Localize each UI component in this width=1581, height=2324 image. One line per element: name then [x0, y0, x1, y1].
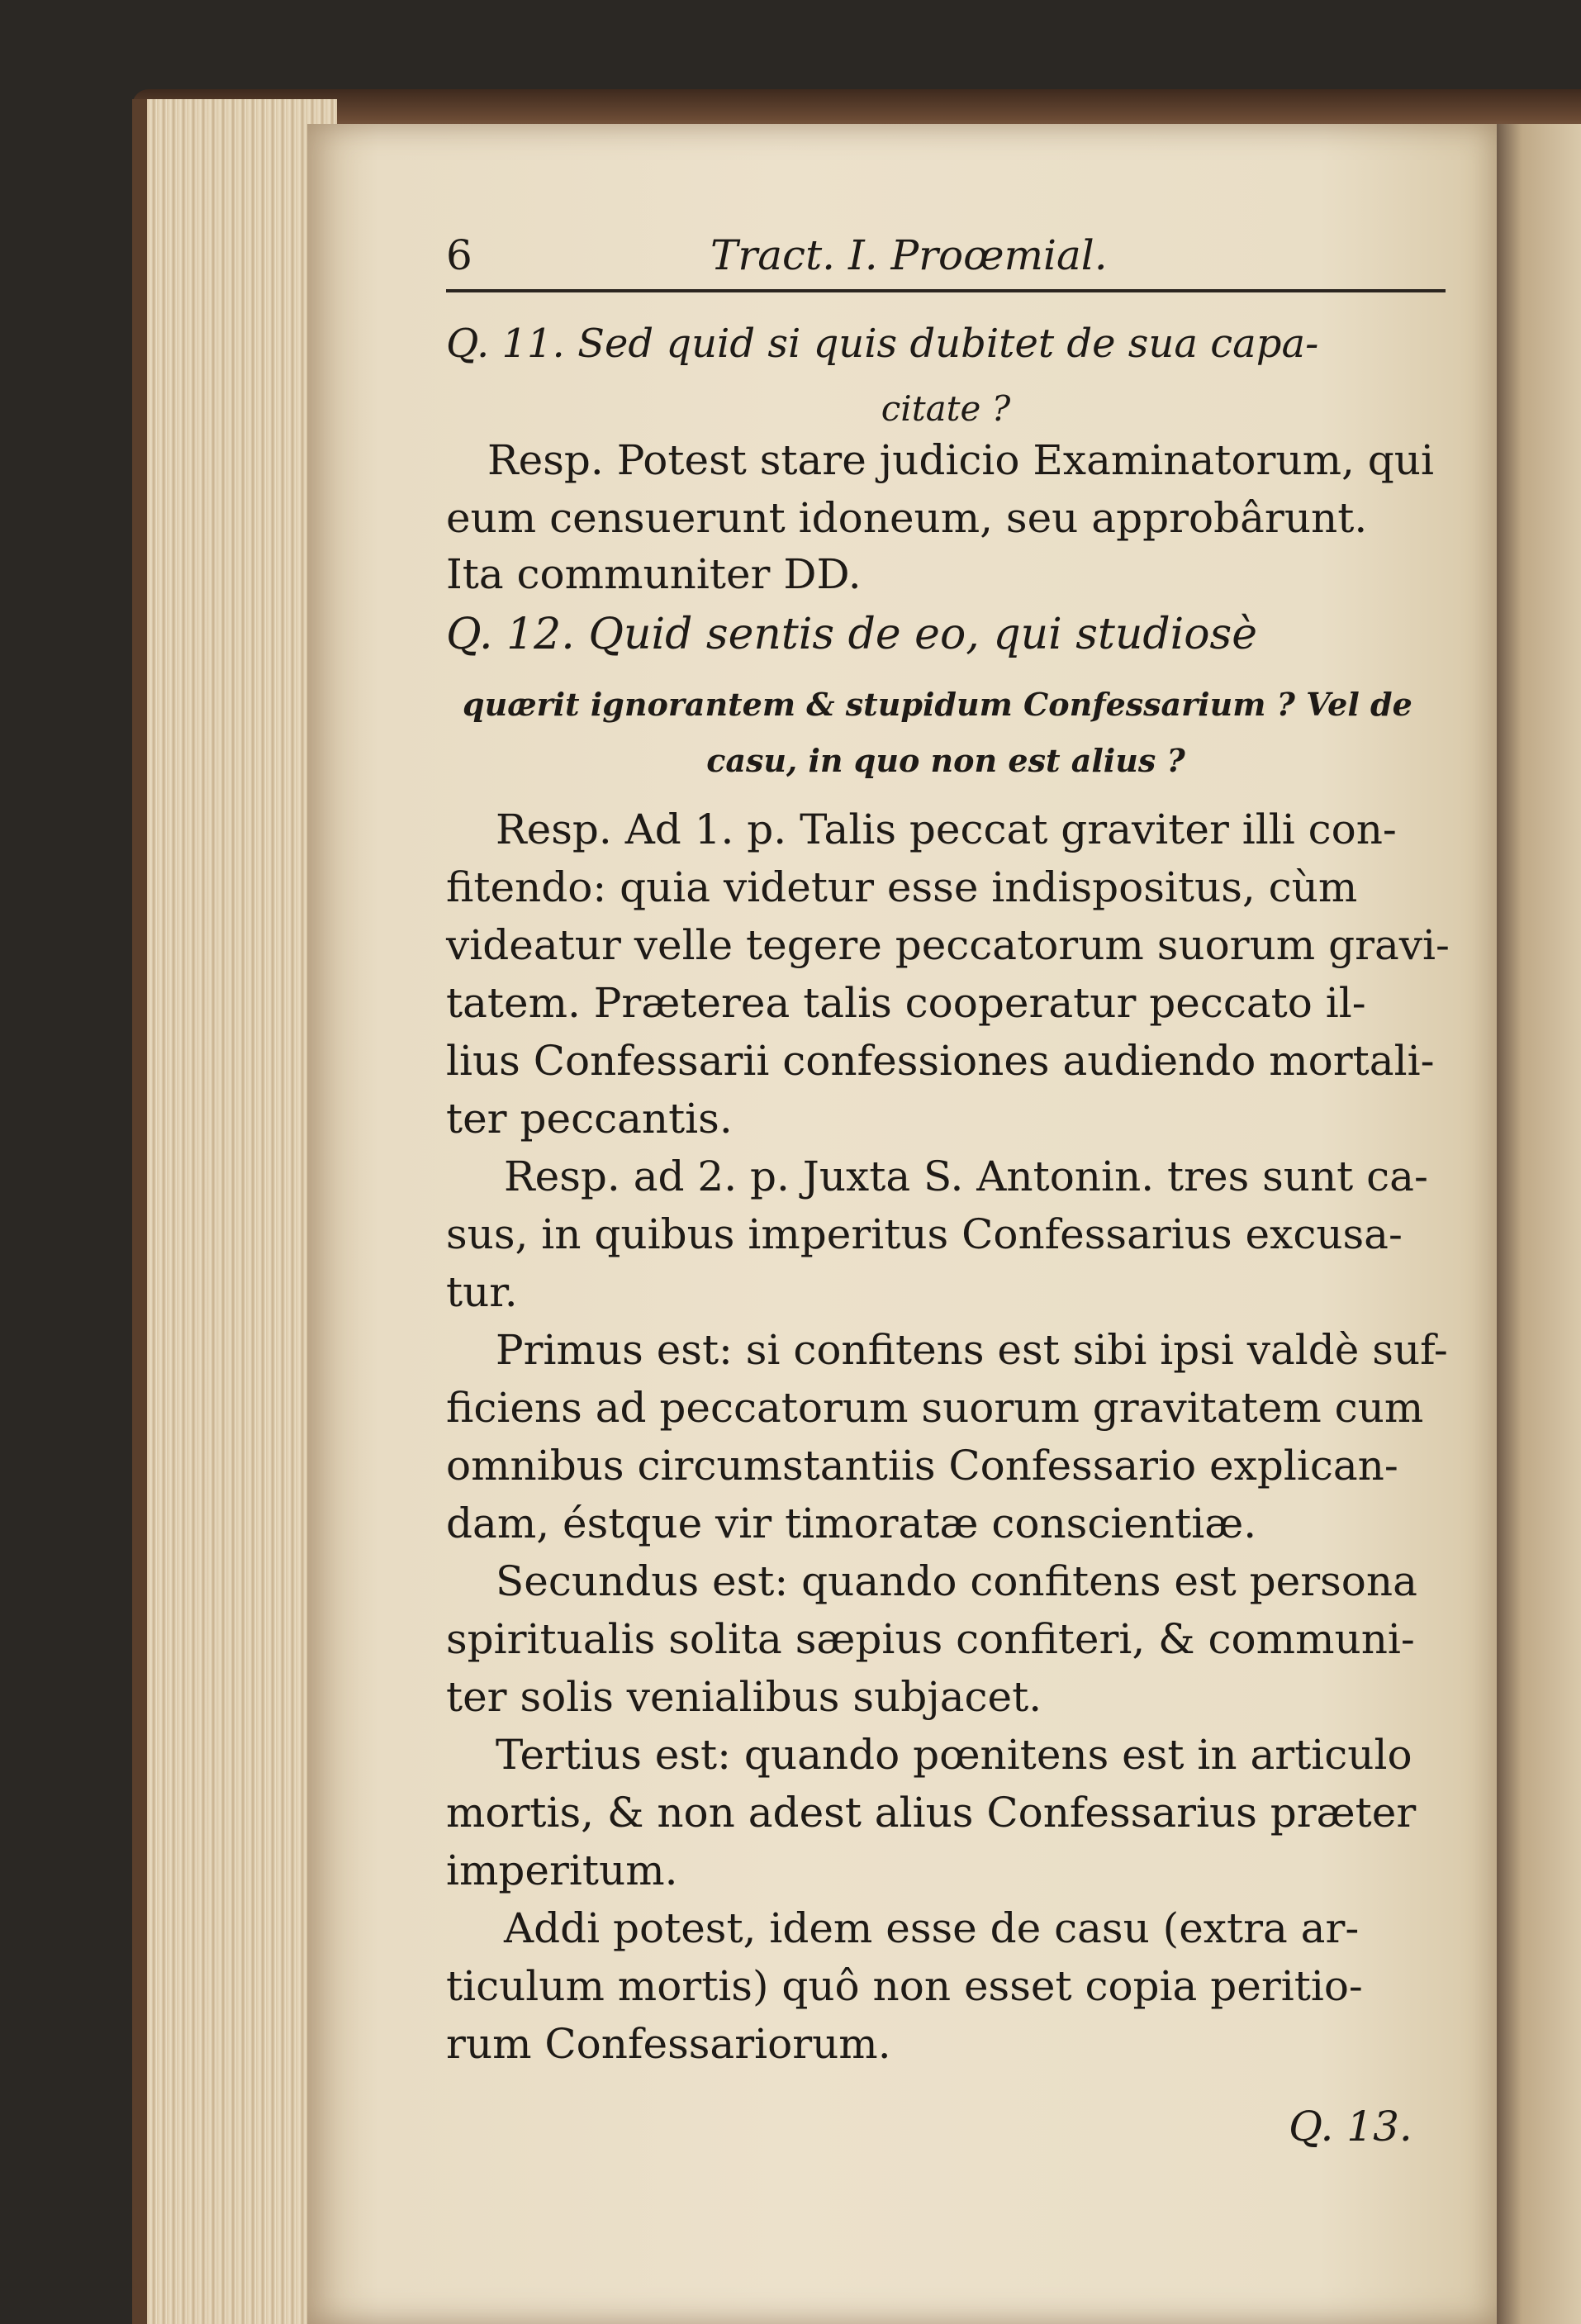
running-title: Tract. I. Proœmial.: [710, 231, 1108, 279]
body-line: videatur velle tegere peccatorum suorum gravi-: [446, 921, 1450, 969]
body-line: tatem. Præterea talis cooperatur peccato il-: [446, 979, 1366, 1027]
body-line: lius Confessarii confessiones audiendo mortali-: [446, 1037, 1435, 1085]
body-line: dam, éstque vir timoratæ conscientiæ.: [446, 1499, 1257, 1547]
body-line: Resp. ad 2. p. Juxta S. Antonin. tres sunt ca-: [504, 1152, 1428, 1200]
body-line: Tertius est: quando pœnitens est in articulo: [496, 1731, 1412, 1779]
body-line: rum Confessariorum.: [446, 2020, 891, 2068]
body-line: Addi potest, idem esse de casu (extra ar-: [504, 1904, 1360, 1952]
body-line: mortis, & non adest alius Confessarius præter: [446, 1789, 1417, 1837]
body-line: ticulum mortis) quô non esset copia peritio-: [446, 1962, 1363, 2010]
facing-page-edge: [1497, 124, 1581, 2324]
header-rule: [446, 289, 1446, 292]
body-line: omnibus circumstantiis Confessario explican-: [446, 1442, 1398, 1490]
body-line: sus, in quibus imperitus Confessarius excusa-: [446, 1210, 1403, 1258]
question-11-line-2: citate ?: [881, 388, 1011, 429]
question-12-line-3: casu, in quo non est alius ?: [706, 742, 1185, 779]
body-line: ter peccantis.: [446, 1095, 733, 1143]
body-line: spiritualis solita sæpius confiteri, & communi-: [446, 1615, 1415, 1663]
body-line: Resp. Ad 1. p. Talis peccat graviter illi con-: [496, 806, 1397, 853]
question-12-line-1: Q. 12. Quid sentis de eo, qui studiosè: [446, 610, 1258, 659]
body-line: Primus est: si confitens est sibi ipsi valdè suf-: [496, 1326, 1448, 1374]
question-12-line-2: quærit ignorantem & stupidum Confessarium ? Vel de: [463, 686, 1412, 723]
body-line: Secundus est: quando confitens est persona: [496, 1557, 1417, 1605]
page-edges: [132, 99, 337, 2324]
page-number: 6: [446, 231, 472, 279]
body-line: tur.: [446, 1268, 518, 1316]
body-line: imperitum.: [446, 1846, 678, 1894]
body-line: fitendo: quia videtur esse indispositus, cùm: [446, 863, 1358, 911]
answer-line: Resp. Potest stare judicio Examinatorum, qui: [487, 436, 1434, 484]
body-line: ter solis venialibus subjacet.: [446, 1673, 1042, 1721]
body-line: ficiens ad peccatorum suorum gravitatem cum: [446, 1384, 1424, 1432]
catchword: Q. 13.: [1289, 2103, 1412, 2151]
question-11-line-1: Q. 11. Sed quid si quis dubitet de sua capa-: [446, 321, 1319, 367]
answer-line: Ita communiter DD.: [446, 550, 862, 598]
answer-line: eum censuerunt idoneum, seu approbârunt.: [446, 494, 1368, 542]
